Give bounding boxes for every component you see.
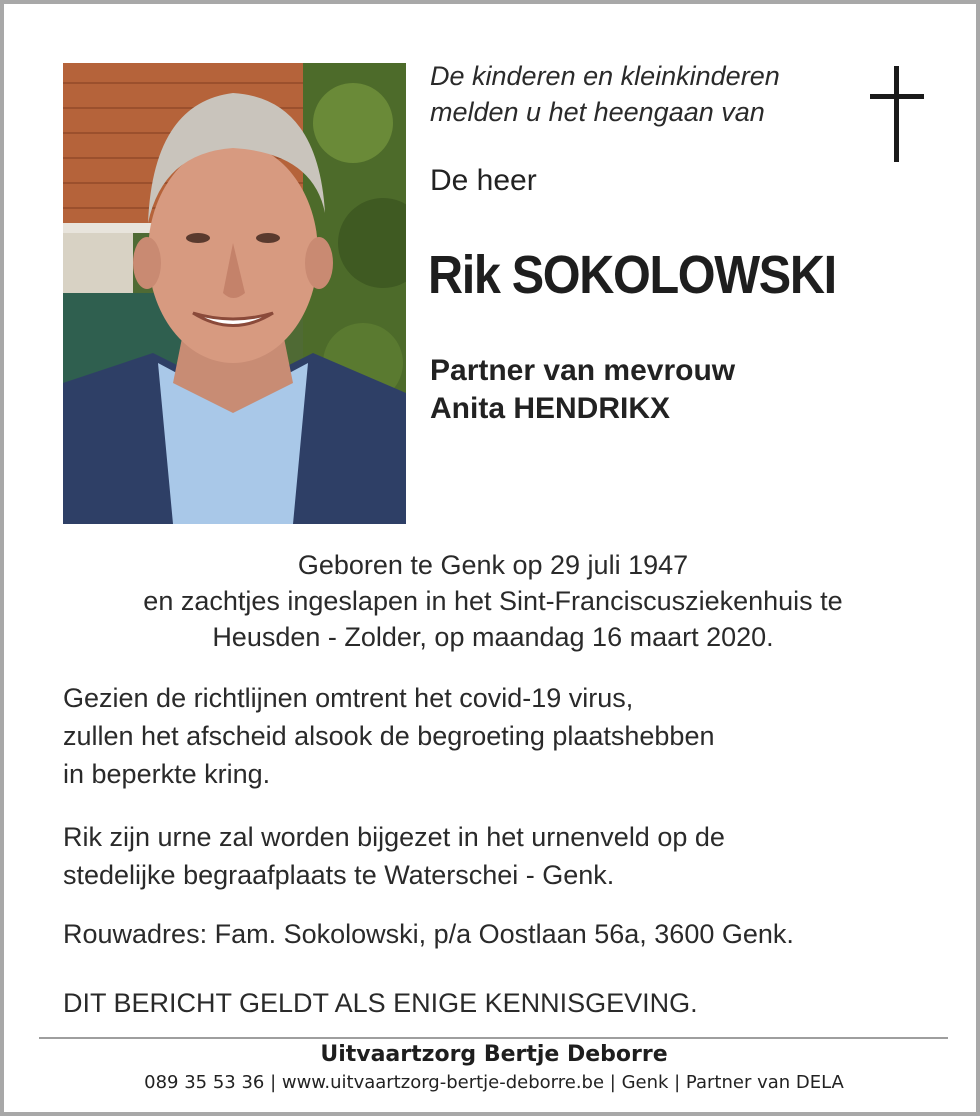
birth-line-2: en zachtjes ingeslapen in het Sint-Franciscusziekenhuis te (143, 586, 843, 616)
partner-line-1: Partner van mevrouw (430, 354, 736, 387)
urn-line-2: stedelijke begraafplaats te Waterschei - Genk. (63, 860, 615, 890)
address-line: Rouwadres: Fam. Sokolowski, p/a Oostlaan 56a, 3600 Genk. (63, 919, 794, 949)
funeral-company-name: Uitvaartzorg Bertje Deborre (320, 1042, 668, 1067)
deceased-name: Rik SOKOLOWSKI (428, 245, 836, 305)
cross-icon (868, 66, 926, 164)
urn-line-1: Rik zijn urne zal worden bijgezet in het urnenveld op de (63, 822, 725, 852)
notice-line: DIT BERICHT GELDT ALS ENIGE KENNISGEVING. (63, 988, 698, 1018)
intro-line-2: melden u het heengaan van (430, 97, 765, 127)
partner-line-2: Anita HENDRIKX (430, 392, 671, 425)
birth-line-3: Heusden - Zolder, op maandag 16 maart 2020. (212, 622, 774, 652)
footer-divider (39, 1037, 948, 1039)
birth-death-info (63, 547, 923, 655)
funeral-company-contact: 089 35 53 36 | www.uitvaartzorg-bertje-deborre.be | Genk | Partner van DELA (144, 1072, 844, 1093)
urn-paragraph (63, 818, 725, 894)
birth-line-1: Geboren te Genk op 29 juli 1947 (297, 550, 689, 580)
covid-line-2: zullen het afscheid alsook de begroeting plaatshebben (63, 721, 715, 751)
mourning-address (63, 915, 794, 953)
covid-line-3: in beperkte kring. (63, 759, 271, 789)
intro-text (430, 58, 850, 130)
covid-paragraph (63, 679, 714, 793)
covid-line-1: Gezien de richtlijnen omtrent het covid-19 virus, (63, 683, 634, 713)
salutation: De heer (430, 164, 537, 197)
partner-info (430, 352, 735, 428)
notice-paragraph (63, 984, 698, 1022)
intro-line-1: De kinderen en kleinkinderen (430, 61, 780, 91)
portrait-photo (63, 63, 406, 524)
